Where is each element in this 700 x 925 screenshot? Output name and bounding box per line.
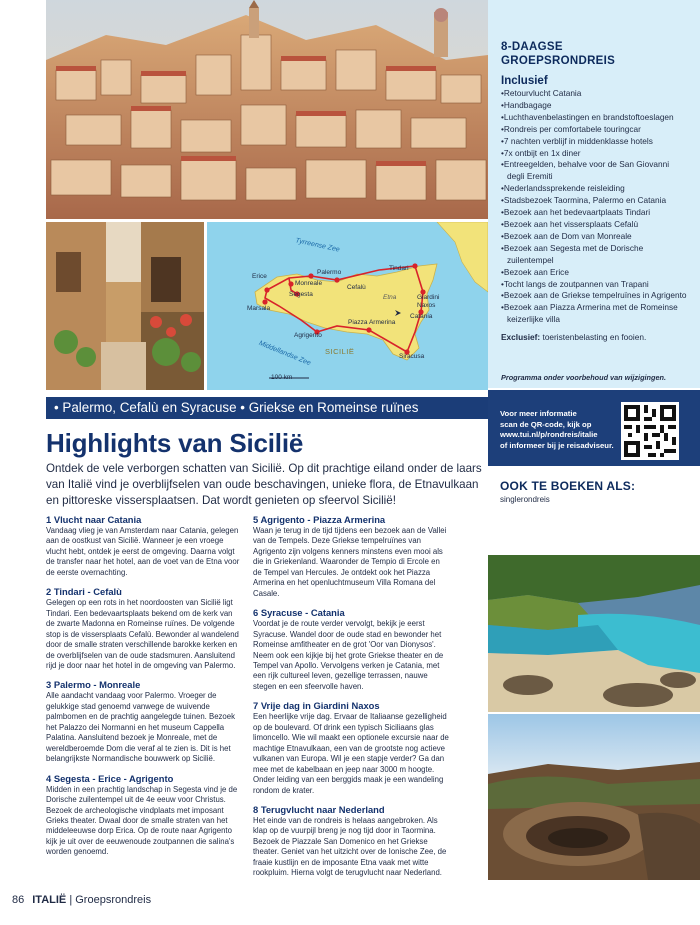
photo-coast [488, 555, 700, 712]
list-item: • Bezoek aan de Dom van Monreale [501, 231, 688, 243]
itinerary-day [46, 586, 242, 671]
list-item: • 7x ontbijt en 1x diner [501, 148, 688, 160]
map-sea-south: Middellandse Zee [257, 339, 312, 368]
info-line: scan de QR-code, kijk op [500, 419, 592, 429]
footer-section: Groepsrondreis [75, 894, 152, 906]
list-item: • Rondreis per comfortabele touringcar [501, 124, 688, 136]
day-heading: 5 Agrigento - Piazza Armerina [253, 514, 386, 525]
itinerary-column-right [253, 514, 449, 887]
map-city-erice: Erice [252, 273, 267, 280]
map-city-monreale: Monreale [295, 280, 323, 287]
list-item: • Bezoek aan de Griekse tempelruïnes in Agrigento [501, 290, 688, 302]
trip-type-title: 8-DAAGSE GROEPSRONDREIS [501, 41, 616, 67]
map-city-agrigento: Agrigento [294, 332, 322, 339]
booking-title: OOK TE BOEKEN ALS: [500, 479, 636, 493]
day-heading: 2 Tindari - Cefalù [46, 586, 122, 598]
footer-separator: | [66, 894, 76, 906]
photo-etna-crater [488, 714, 700, 880]
map-city-piazza-armerina: Piazza Armerina [348, 319, 396, 326]
info-line: of informeer bij je reisadviseur. [500, 440, 614, 450]
map-city-catania: Catania [410, 313, 433, 320]
day-heading: 7 Vrije dag in Giardini Naxos [253, 700, 380, 712]
list-item: • Entreegelden, behalve voor de San Giovanni degli Eremiti [501, 159, 688, 183]
photo-street [46, 222, 204, 390]
list-item: • Luchthavenbelastingen en brandstoftoeslagen [501, 112, 688, 124]
info-text [500, 409, 614, 451]
list-item: • Bezoek aan het bedevaartplaats Tindari [501, 207, 688, 219]
info-link[interactable]: www.tui.nl/p/rondreis/italie [500, 430, 598, 439]
sicily-route-map [207, 222, 488, 390]
day-text: Alle aandacht vandaag voor Palermo. Vroeger de gelukkige stad genoemd vanwege de wuivende palmbomen en de prachtig aangelegde tuinen. Bezoek het Palazzo dei Normanni en het museum Cappella Palatina. Aansluitend bezoek je Monreale, met de wereldberoemde Dom die veraf al te zien is. Dit is het belangrijkste Normandische bouwwerk op Sicilië. [46, 691, 235, 764]
list-item: • Nederlandssprekende reisleiding [501, 183, 688, 195]
day-heading: 8 Terugvlucht naar Nederland [253, 803, 385, 815]
itinerary-day [46, 514, 242, 578]
day-text: Voordat je de route verder vervolgt, bekijk je eerst Syracuse. Wandel door de oude stad en bewonder het Romeinse amfitheater en de grot 'Oor van Dionysos'. Neem ook een kijkje bij het grote Griekse theater en de Tempel van Apollo. Vervolgens verken je Catania, met een rijk cultureel leven, gezellige terrassen, nauwe stegen en een sfeervolle haven. [253, 619, 444, 691]
list-item: • Bezoek aan Segesta met de Dorische zuilentempel [501, 243, 688, 267]
footer-country: ITALIË [32, 894, 67, 906]
map-city-cefalu: Cefalù [347, 284, 366, 291]
list-item: • 7 nachten verblijf in middenklasse hotels [501, 136, 688, 148]
qr-code[interactable] [621, 402, 679, 460]
exclusief-label: Exclusief: [501, 332, 541, 343]
map-volcano-label: Etna [383, 294, 397, 301]
inclusief-heading: Inclusief [501, 75, 548, 87]
exclusief-text: toeristenbelasting en fooien. [540, 332, 647, 343]
day-text: Een heerlijke vrije dag. Ervaar de Italiaanse gezelligheid op de boulevard. Of drink een typisch Siciliaans glas limoncello. Wie wil maakt een optionele excursie naar de machtige Etnavulkaan, een van de grootste nog actieve vulkanen van Europa. Wil je een stapje verder? Ga dan mee met de kabelbaan en jeep naar 3000 m hoogte. Onder leiding van een berggids maak je een wandeling rondom de krater. [253, 712, 449, 795]
itinerary-day [253, 700, 449, 796]
itinerary-day [253, 607, 449, 692]
page-footer [12, 894, 151, 906]
itinerary-day [253, 804, 449, 879]
day-heading: 3 Palermo - Monreale [46, 679, 141, 691]
list-item: • Stadsbezoek Taormina, Palermo en Catania [501, 195, 688, 207]
page-title: Highlights van Sicilië [46, 428, 304, 458]
inclusief-list [501, 88, 688, 326]
map-scale-label: 100 km [271, 374, 293, 381]
list-item: • Tocht langs de zoutpannen van Trapani [501, 279, 688, 291]
map-island-label: SICILIË [325, 347, 355, 356]
intro-text: Ontdek de vele verborgen schatten van Sicilië. Op dit prachtige eiland onder de laars van Italië vind je overblijfselen van oude beschavingen, unieke flora, de Etnavulkaan en pittoreske vissersplaatsen. Dat wordt genieten op sfeervol Sicilië! [46, 462, 482, 507]
day-text: Gelegen op een rots in het noordoosten van Sicilië ligt Tindari. Een bedevaartsplaats bekend om de kerk van de zwarte Madonna en Romeinse ruïnes. De volgende stop is de vissersplaats Cefalù. Bewonder al wandelend door de smalle straten verschillende barokke kerken en de overblijfselen van de oude stadsmuren. Aansluitend rijd je door naar het hotel in de omgeving van Palermo. [46, 598, 239, 670]
map-city-tindari: Tindari [389, 265, 409, 272]
map-city-palermo: Palermo [317, 269, 342, 276]
day-heading: 6 Syracuse - Catania [253, 607, 345, 619]
list-item: • Bezoek aan het vissersplaats Cefalù [501, 219, 688, 231]
map-sea-north: Tyrreense Zee [294, 237, 341, 254]
day-heading: 1 Vlucht naar Catania [46, 514, 142, 525]
day-text: Het einde van de rondreis is helaas aangebroken. Als klap op de vuurpijl breng je nog tijd door in Taormina. Bezoek de Piazzale San Domenico en het Griekse theater. Geniet van het uitzicht over de Ionische Zee, de fraaie kustlijn en de imposante Etna vaak met witte rookpluim. Hierna volgt de terugvlucht naar Nederland. [253, 815, 447, 878]
list-item: • Handbagage [501, 100, 688, 112]
day-text: Vandaag vlieg je van Amsterdam naar Catania, gelegen aan de oostkust van Sicilië. Wanneer je een vroege vlucht hebt, ontdek je eerst de omgeving. Daarna volgt de transfer naar het hotel, aan de voet van de Etna voor de eerste overnachting. [46, 526, 240, 577]
itinerary-day [46, 679, 242, 764]
map-city-giardini-naxos: Giardini Naxos [417, 294, 440, 309]
itinerary-day [253, 514, 449, 599]
map-city-marsala: Marsala [247, 305, 271, 312]
photo-hillside-town [46, 0, 488, 219]
list-item: • Retourvlucht Catania [501, 88, 688, 100]
program-note: Programma onder voorbehoud van wijzigingen. [501, 373, 667, 382]
itinerary-column-left [46, 514, 242, 866]
day-heading: 4 Segesta - Erice - Agrigento [46, 772, 174, 784]
map-city-siracusa: Siracusa [399, 353, 425, 360]
trip-sidebar [488, 0, 700, 388]
highlights-banner: • Palermo, Cefalù en Syracuse • Griekse en Romeinse ruïnes [46, 397, 488, 419]
list-item: • Bezoek aan Erice [501, 267, 688, 279]
day-text: Waan je terug in de tijd tijdens een bezoek aan de Vallei van de Tempels. Deze Griekse tempelruïnes van Agrigento zijn volgens kenners minstens even mooi als die in Griekenland. Waaronder de Tempio di Ercole en de Tempel van Hercules. Je ontdekt ook het Piazza Armerina en het openluchtmuseum Villa Romana del Casale. [253, 526, 447, 598]
booking-sub: singlerondreis [500, 495, 550, 504]
list-item: • Bezoek aan Piazza Armerina met de Romeinse keizerlijke villa [501, 302, 688, 326]
info-line: Voor meer informatie [500, 409, 577, 418]
exclusief-line [501, 332, 688, 342]
page-number: 86 [12, 894, 25, 906]
map-city-segesta: Segesta [289, 291, 313, 298]
day-text: Midden in een prachtig landschap in Segesta vind je de Dorische zuilentempel uit de 4e eeuw voor Christus. Bezoek de archeologische vindplaats met imposant Grieks theater. Dwaal door de smalle straten van het middeleeuwse dorp Erica. Op de route naar Agrigento kijk je uit over de eeuwenoude zoutpannen die salina's worden genoemd. [46, 784, 238, 857]
itinerary-day [46, 773, 242, 858]
